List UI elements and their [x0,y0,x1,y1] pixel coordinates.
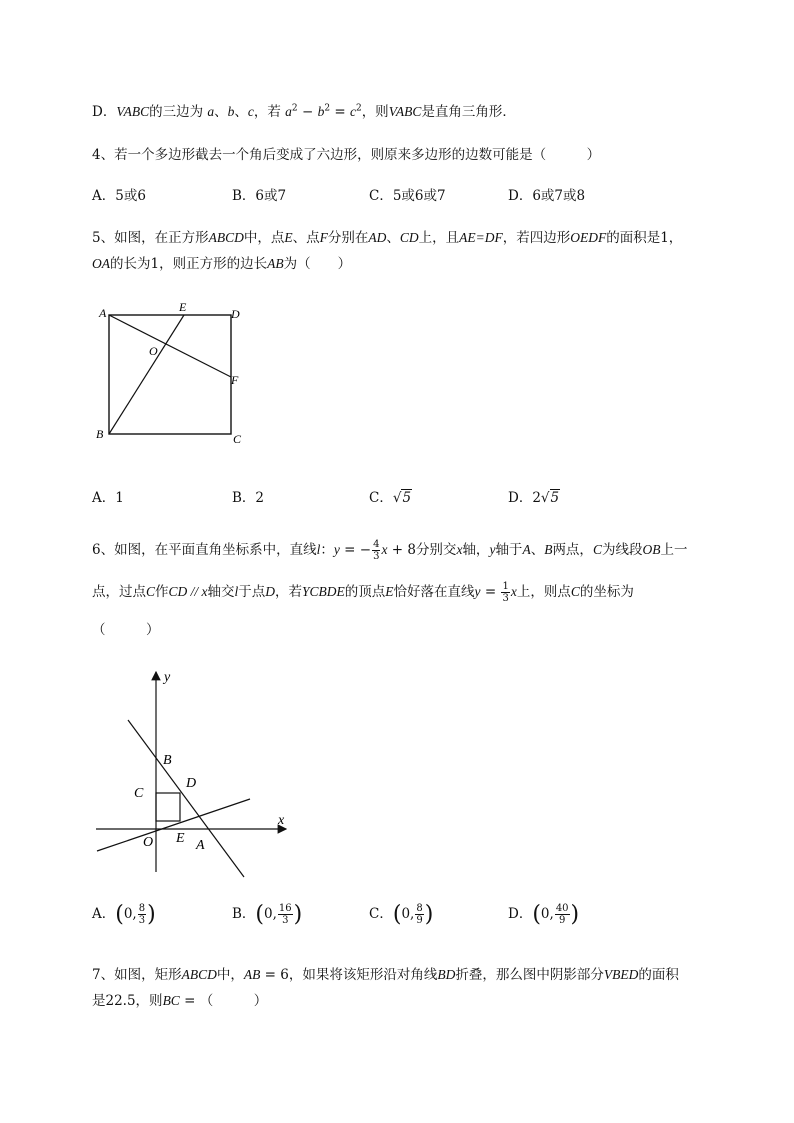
q5-stem-line2 [92,252,351,272]
text: ，则 [361,104,389,120]
q6-stem-line2 [92,580,634,604]
label-C: C [233,432,242,446]
option-label: C． [369,490,393,506]
text: = （ ） [179,993,268,1009]
var: OEDF [570,230,607,245]
option-label: A． [92,906,116,922]
label-O: O [149,344,158,358]
var: AB [267,256,284,271]
q6-stem-line3: （ ） [92,622,160,638]
sep: 、 [214,104,228,120]
text: 的面积 [638,967,679,983]
q5-option-b[interactable]: B．2 [232,490,265,506]
text: 、点 [292,230,320,246]
var: E [385,584,394,599]
coord-x: 0, [264,906,277,922]
numerator: 4 [373,539,380,550]
fraction [372,539,380,562]
var: YCBDE [302,584,345,599]
var-a: a [285,104,292,119]
q5-option-d[interactable]: D．2√5 [508,490,560,506]
text: 5、如图，在正方形 [92,230,209,246]
var: x [381,542,388,557]
var: BC [162,993,180,1008]
minus: − [297,104,318,120]
denominator: 3 [502,593,509,604]
numerator: 16 [278,903,292,914]
q4-stem: 4、若一个多边形截去一个角后变成了六边形，则原来多边形的边数可能是（ ） [92,147,601,163]
var: D [265,584,276,599]
var: AD [368,230,387,245]
var: AE=DF [459,230,503,245]
var-c: c [247,104,254,119]
var: ABCD [181,967,217,982]
text: 轴， [462,542,490,558]
label-E: E [176,831,185,846]
label-C: C [134,786,144,801]
var: C [570,584,580,599]
var: E [284,230,293,245]
q4-option-b[interactable]: B．6或7 [232,188,287,204]
triangle-abc: VABC [116,104,150,119]
q6-stem-line1 [92,538,687,562]
text: 的三边为 [149,104,204,120]
q5-square-figure [88,298,268,458]
numerator: 40 [555,903,569,914]
label-A: A [99,306,107,320]
segment-af [109,315,231,377]
label-y: y [164,670,171,685]
var-b: b [317,104,325,119]
label-D: D [231,307,240,321]
denominator: 9 [416,915,423,926]
q5-option-a[interactable]: A．1 [92,490,124,506]
var-c: c [349,104,356,119]
text: 上，则点 [516,584,571,600]
numerator: 1 [502,581,509,592]
radicand: 5 [402,490,412,506]
text: 轴交 [207,584,235,600]
text: 于点 [238,584,266,600]
q4-option-d[interactable]: D．6或7或8 [508,188,586,204]
label-E: E [179,300,187,314]
text: 的长为1，则正方形的边长 [110,256,268,272]
text: 中， [216,967,244,983]
q6-option-b[interactable]: B．(0, $\frac{16}{3}$ ) [232,902,303,927]
var: F [319,230,328,245]
var: C [592,542,602,557]
text: = 6 [260,967,289,983]
label-B: B [96,427,104,441]
text: = [480,584,501,600]
denominator: 3 [373,551,380,562]
exponent: 2 [355,103,362,114]
text: 点，过点 [92,584,146,600]
label-O: O [143,835,154,850]
q6-options [92,902,732,942]
text: ，若四边形 [502,230,571,246]
exponent: 2 [324,103,331,114]
label-F: F [231,373,239,387]
label-D: D [186,776,197,791]
var: A [522,542,531,557]
q4-options [92,184,732,208]
text: 是22.5，则 [92,993,163,1009]
var: l [234,584,239,599]
triangle-abc: VABC [388,104,422,119]
text: + 8 [387,542,416,558]
denominator: 3 [282,915,289,926]
option-label: D． [92,104,117,120]
fraction [138,903,146,926]
option-label: D． [508,906,533,922]
text: 恰好落在直线 [393,584,475,600]
line-l [128,720,244,877]
coord-x: 0, [123,906,137,922]
option-label: D．2 [508,490,541,506]
radicand: 5 [550,490,560,506]
numerator: 8 [416,903,423,914]
q4-option-c[interactable]: C．5或6或7 [369,188,446,204]
var-a: a [207,104,215,119]
sep: 、 [234,104,248,120]
coord-x: 0, [540,906,554,922]
text: ，若 [275,584,303,600]
var: x [456,542,463,557]
q7-stem-line1 [92,963,679,983]
fraction [415,903,423,926]
q5-stem-line1 [92,226,682,246]
text: 的坐标为 [579,584,634,600]
text: 上一 [660,542,688,558]
text: 的面积是1， [606,230,683,246]
fraction [501,581,509,604]
parallelogram-cbde [156,793,180,821]
text: 折叠，那么图中阴影部分 [455,967,604,983]
text: = − [339,542,372,558]
var-b: b [227,104,235,119]
text: 轴于 [495,542,523,558]
exponent: 2 [291,103,298,114]
numerator: 8 [138,903,146,914]
label-x: x [278,813,285,828]
q7-stem-line2 [92,989,267,1009]
square-abcd [109,315,231,434]
var: C [146,584,156,599]
text: ： [320,542,334,558]
var: CD [399,230,419,245]
var: y [474,584,481,599]
text: 的顶点 [344,584,386,600]
text: 分别交 [415,542,457,558]
q5-options [92,486,732,510]
var: OB [642,542,661,557]
option-label: B． [232,906,256,922]
text: 两点， [552,542,593,558]
var: B [544,542,553,557]
var: CD // x [168,584,208,599]
q6-option-c[interactable]: C．(0, $\frac{8}{9}$ ) [369,902,434,927]
text: 为（ ） [283,256,352,272]
fraction [555,903,570,926]
text: 上，且 [418,230,460,246]
option-label: C． [369,906,393,922]
denominator: 3 [138,915,146,926]
var: AB [243,967,261,982]
text: 中，点 [243,230,285,246]
var: x [510,584,517,599]
var: y [333,542,340,557]
text: 是直角三角形． [421,104,516,120]
text: 、 [386,230,400,246]
q5-option-c[interactable]: C．√5 [369,490,412,506]
text: ，如果将该矩形沿对角线 [288,967,438,983]
label-B: B [163,753,172,768]
var: l [316,542,321,557]
q6-option-a[interactable]: A．(0, $\frac{8}{3}$ ) [92,902,156,927]
text: ，若 [253,104,281,120]
equals: = [330,104,350,120]
var: ABCD [208,230,244,245]
text: 7、如图，矩形 [92,967,182,983]
label-A: A [196,838,205,853]
q3-option-d [92,100,516,120]
var: OA [92,256,110,271]
var: BD [437,967,456,982]
text: 6、如图，在平面直角坐标系中，直线 [92,542,317,558]
q6-coordinate-figure [92,664,322,884]
line-y-third-x [97,799,250,851]
coord-x: 0, [401,906,415,922]
q4-option-a[interactable]: A．5或6 [92,188,146,204]
var: VBED [603,967,639,982]
text: 作 [155,584,169,600]
var: y [489,542,496,557]
q6-option-d[interactable]: D．(0, $\frac{40}{9}$ ) [508,902,580,927]
text: 分别在 [327,230,369,246]
segment-be [109,315,184,434]
denominator: 9 [558,915,566,926]
text: 、 [530,542,545,558]
text: 为线段 [601,542,643,558]
fraction [278,903,293,926]
